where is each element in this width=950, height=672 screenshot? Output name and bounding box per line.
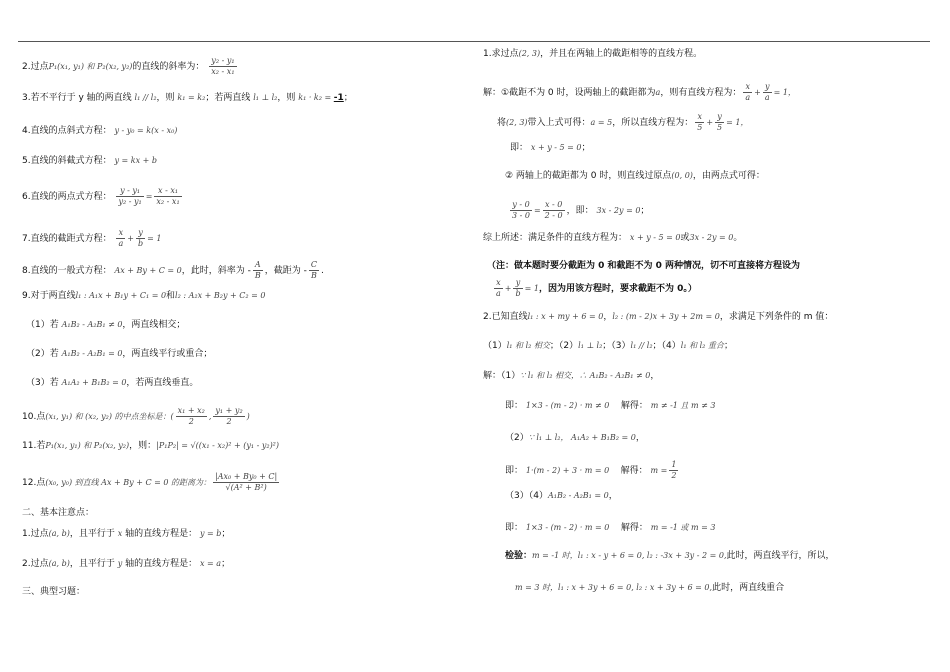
remark-line-1: （注：做本题时要分截距为 0 和截距不为 0 两种情况，切不可直接将方程设为: [487, 261, 801, 271]
formula-4: 4.直线的点斜式方程： y - y₀ = k(x - x₀): [22, 126, 178, 136]
section-heading-2: 二、基本注意点：: [22, 508, 95, 518]
verification-line-1: 检验：m = -1 时，l₁ : x - y + 6 = 0, l₂ : -3x + 3y - 2 = 0,此时，两直线平行，所以，: [505, 551, 835, 561]
remark-line-2: $\frac{x}{a}$ + $\frac{y}{b}$ = 1，因为用该方程时，要求截距不为 0。）: [496, 278, 697, 298]
formula-10: 10.点(x₁, y₁) 和 (x₂, y₂) 的中点坐标是：( $\frac{\text{x₁ + x₂}}{2}$ , $\frac{\text{y₁ + y₂}}{2}$ ): [22, 406, 250, 426]
formula-2: 2.过点P₁(x₁, y₁) 和 P₂(x₂, y₂)的直线的斜率为： $\frac{\text{y₂ - y₁}}{\text{x₂ - x₁}}$: [22, 56, 235, 76]
solution-1-result-a: 即： x + y - 5 = 0；: [510, 143, 591, 153]
formula-9-case-3: （3）若 A₁A₂ + B₁B₂ = 0，若两直线垂直。: [26, 378, 199, 388]
solution-2-part-3-4: （3）（4）A₁B₂ - A₂B₁ = 0，: [505, 491, 618, 501]
solution-1-two-point: $\frac{y - 0}{3 - 0}$ = $\frac{x - 0}{2 - 0}$ ，即： 3x - 2y = 0；: [512, 200, 650, 220]
solution-1-case-2: ② 两轴上的截距都为 0 时，则直线过原点(0, 0)，由两点式可得：: [505, 171, 765, 181]
solution-2-part-2-result: 即： 1·(m - 2) + 3 · m = 0 解得： m = $\frac{1}{2}$: [505, 460, 677, 480]
formula-7: 7.直线的截距式方程： $\frac{x}{a}$ + $\frac{y}{b}$ = 1: [22, 228, 162, 248]
solution-2-part-1: 解：（1）∵ l₁ 和 l₂ 相交，∴ A₁B₂ - A₂B₁ ≠ 0，: [483, 371, 660, 381]
header-rule: [18, 41, 930, 42]
formula-11: 11.若P₁(x₁, y₁) 和 P₂(x₂, y₂)，则：|P₁P₂| = √((x₁ - x₂)² + (y₁ - y₂)²): [22, 441, 280, 451]
formula-6: 6.直线的两点式方程： $\frac{\text{y - y₁}}{\text{y₂ - y₁}}$ = $\frac{\text{x - x₁}}{\text{x₂ - x₁}}$: [22, 186, 180, 206]
verification-line-2: m = 3 时，l₁ : x + 3y + 6 = 0, l₂ : x + 3y + 6 = 0,此时，两直线重合: [515, 583, 785, 593]
section-heading-3: 三、典型习题：: [22, 587, 86, 597]
solution-2-part-1-result: 即： 1×3 - (m - 2) · m ≠ 0 解得： m ≠ -1 且 m ≠ 3: [505, 401, 716, 411]
solution-1-substitute: 将(2, 3)带入上式可得：a = 5，所以直线方程为： $\frac{x}{5}$ + $\frac{y}{5}$ = 1，: [497, 112, 749, 132]
problem-2-options: （1）l₁ 和 l₂ 相交；（2）l₁ ⊥ l₂；（3）l₁ // l₂；（4）l₁ 和 l₂ 重合；: [483, 341, 733, 351]
formula-9: 9.对于两直线l₁ : A₁x + B₁y + C₁ = 0和l₂ : A₂x + B₂y + C₂ = 0: [22, 291, 266, 301]
solution-2-part-3-4-result: 即： 1×3 - (m - 2) · m = 0 解得： m = -1 或 m = 3: [505, 523, 716, 533]
solution-1-summary: 综上所述：满足条件的直线方程为： x + y - 5 = 0或3x - 2y = 0。: [483, 233, 743, 243]
formula-12: 12.点(x₀, y₀) 到直线 Ax + By + C = 0 的距离为： $\frac{\text{|Ax₀ + By₀ + C|}}{\text{√(A² + B²)}}$: [22, 472, 278, 492]
formula-3: 3.若不平行于 y 轴的两直线 l₁ // l₂，则 k₁ = k₂；若两直线 l₁ ⊥ l₂，则 k₁ · k₂ = -1；: [22, 93, 353, 103]
formula-9-case-2: （2）若 A₁B₂ - A₂B₁ = 0，两直线平行或重合；: [26, 349, 213, 359]
formula-8: 8.直线的一般式方程： Ax + By + C = 0，此时，斜率为 - $\frac{A}{B}$ ，截距为 - $\frac{C}{B}$ .: [22, 260, 324, 280]
formula-5: 5.直线的斜截式方程： y = kx + b: [22, 156, 158, 166]
note-2: 2.过点(a, b)，且平行于 y 轴的直线方程是： x = a；: [22, 559, 231, 569]
solution-1-case-1: 解：①截距不为 0 时，设两轴上的截距都为a，则有直线方程为： $\frac{x}{a}$ + $\frac{y}{a}$ = 1，: [483, 82, 796, 102]
solution-2-part-2: （2）∵ l₁ ⊥ l₂， A₁A₂ + B₁B₂ = 0，: [505, 433, 645, 443]
problem-2: 2.已知直线l₁ : x + my + 6 = 0，l₂ : (m - 2)x + 3y + 2m = 0，求满足下列条件的 m 值：: [483, 312, 834, 322]
problem-1: 1.求过点(2, 3)，并且在两轴上的截距相等的直线方程。: [483, 49, 703, 59]
note-1: 1.过点(a, b)，且平行于 x 轴的直线方程是： y = b；: [22, 529, 231, 539]
formula-9-case-1: （1）若 A₁B₂ - A₂B₁ ≠ 0，两直线相交；: [26, 320, 186, 330]
